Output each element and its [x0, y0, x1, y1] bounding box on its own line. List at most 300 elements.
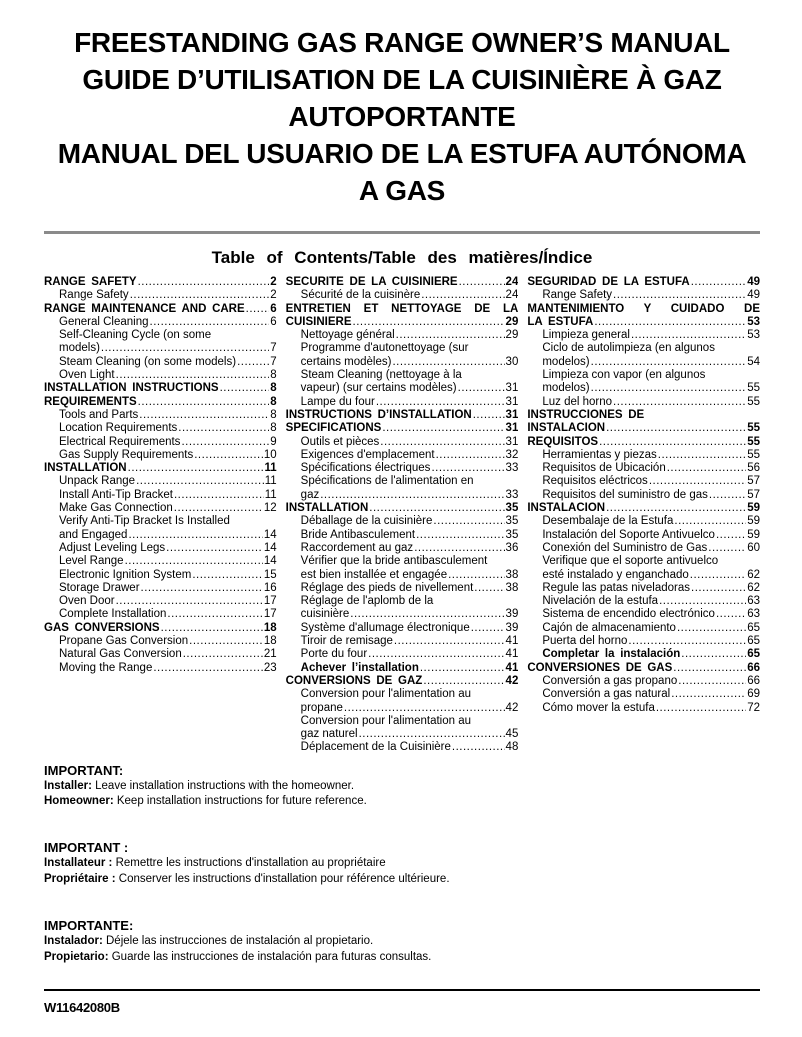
toc-entry-text: Spécifications électriques	[300, 462, 431, 475]
notice-line-label: Instalador:	[44, 934, 103, 947]
dot-leader	[139, 409, 269, 422]
toc-entry-text: Requisitos del suministro de gas	[542, 488, 708, 501]
toc-entry-text: Vérifier que la bride antibasculement	[300, 555, 488, 568]
toc-entry-text: INSTRUCCIONES DE	[527, 408, 645, 421]
toc-entry-text: RANGE SAFETY	[44, 276, 137, 288]
toc-entry-text: models)	[59, 342, 100, 355]
toc-columns	[44, 276, 760, 755]
page-number: 69	[747, 688, 761, 701]
toc-entry-text: INSTALACIÓN	[527, 422, 606, 435]
page-number: 57	[747, 488, 761, 501]
toc-entry	[527, 688, 760, 701]
dot-leader	[436, 449, 505, 462]
page-number: 53	[747, 329, 761, 342]
notice-line-label: Propietario:	[44, 950, 109, 963]
dot-leader	[382, 422, 504, 435]
dot-leader	[474, 582, 504, 595]
toc-entry-text: Cajón de almacenamiento	[542, 621, 676, 634]
page-number: 24	[505, 289, 519, 302]
toc-entry	[286, 608, 519, 621]
dot-leader	[628, 635, 746, 648]
toc-entry-text: Réglage de l'aplomb de la	[300, 595, 434, 608]
toc-entry-text: vapeur) (sur certains modèles)	[300, 382, 457, 395]
dot-leader	[420, 662, 505, 675]
page-number: 12	[263, 502, 277, 515]
notice-spanish	[44, 918, 760, 966]
dot-leader	[189, 635, 263, 648]
toc-entry-text: Unpack Range	[59, 475, 136, 488]
toc-entry	[527, 595, 760, 608]
dot-leader	[392, 356, 504, 369]
title-line: MANUAL DEL USUARIO DE LA ESTUFA AUTÓNOMA	[57, 138, 747, 169]
toc-entry	[527, 396, 760, 409]
dot-leader	[681, 648, 746, 661]
toc-entry-text: Moving the Range	[59, 661, 153, 674]
toc-entry	[286, 436, 519, 449]
toc-entry-text: gaz naturel	[300, 728, 358, 741]
toc-entry	[527, 369, 760, 382]
toc-entry-text: LA ESTUFA	[527, 315, 594, 328]
toc-entry-text: Conversión a gas propano	[542, 674, 678, 687]
dot-leader	[394, 635, 505, 648]
dot-leader	[396, 329, 505, 342]
page-number: 38	[505, 581, 519, 594]
page-number: 21	[263, 648, 277, 661]
toc-entry-text: Puerta del horno	[542, 635, 628, 648]
document-number: W11642080B	[44, 1000, 120, 1016]
notice-line	[44, 872, 760, 888]
toc-entry-text: Desembalaje de la Estufa	[542, 515, 674, 528]
toc-entry	[44, 449, 277, 462]
dot-leader	[594, 316, 746, 329]
page-number: 29	[505, 329, 519, 342]
toc-entry	[44, 622, 277, 635]
notice-line-text: Conserver les instructions d'installation pour référence ultérieure.	[115, 873, 450, 886]
toc-entry-text: Verify Anti-Tip Bracket Is Installed	[59, 515, 230, 528]
page-number: 31	[505, 435, 519, 448]
dot-leader	[138, 396, 270, 409]
dot-leader	[101, 342, 269, 355]
toc-entry	[44, 475, 277, 488]
toc-entry-text: SÉCURITÉ DE LA CUISINIÈRE	[285, 276, 458, 288]
page-number: 31	[505, 382, 519, 395]
toc-entry-text: REQUISITOS	[527, 435, 599, 448]
toc-entry	[44, 369, 277, 382]
toc-entry	[286, 542, 519, 555]
page-number: 6	[270, 315, 277, 328]
page-number: 8	[270, 382, 277, 395]
toc-entry-text: Install Anti-Tip Bracket	[59, 488, 173, 501]
page-number: 59	[747, 502, 761, 515]
toc-entry-text: GAS CONVERSIONS	[44, 621, 160, 634]
toc-entry-text: est bien installée et engagée	[300, 568, 448, 581]
toc-entry	[44, 648, 277, 661]
page-number: 35	[505, 515, 519, 528]
toc-column-spanish	[527, 276, 760, 755]
toc-entry-text: Déplacement de la Cuisinière	[300, 741, 451, 754]
toc-entry	[44, 342, 277, 355]
page-number: 39	[505, 608, 519, 621]
toc-entry	[527, 582, 760, 595]
toc-entry-text: Sistema de encendido electrónico	[542, 608, 715, 621]
dot-leader	[678, 675, 746, 688]
page-number: 11	[264, 475, 277, 488]
toc-entry-text: Nivelación de la estufa	[542, 595, 659, 608]
page-number: 42	[505, 674, 519, 687]
toc-entry	[44, 356, 277, 369]
notice-line	[44, 934, 760, 950]
toc-entry	[286, 569, 519, 582]
dot-leader	[414, 542, 504, 555]
toc-entry-text: CONVERSIONS DE GAZ	[285, 674, 423, 687]
toc-entry	[286, 489, 519, 502]
toc-entry-text: INSTALLATION	[44, 462, 127, 475]
page-number: 24	[505, 276, 519, 288]
toc-entry	[527, 422, 760, 435]
dot-leader	[473, 409, 505, 422]
toc-entry	[286, 369, 519, 382]
page-number: 31	[505, 422, 519, 435]
toc-entry-text: Conversión a gas natural	[542, 688, 671, 701]
toc-entry	[527, 635, 760, 648]
toc-entry-text: CUISINIÈRE	[285, 315, 352, 328]
notice-heading: IMPORTANTE:	[44, 917, 134, 933]
toc-entry	[286, 356, 519, 369]
toc-entry	[44, 462, 277, 475]
dot-leader	[677, 622, 746, 635]
dot-leader	[691, 276, 747, 289]
dot-leader	[174, 502, 263, 515]
toc-entry	[286, 515, 519, 528]
dot-leader	[656, 702, 746, 715]
notice-line-text: Keep installation instructions for future reference.	[113, 795, 367, 808]
page-number: 2	[270, 289, 277, 302]
dot-leader	[368, 648, 504, 661]
page-number: 8	[270, 422, 277, 435]
notice-heading: IMPORTANT:	[44, 762, 124, 778]
toc-entry	[286, 329, 519, 342]
toc-entry	[527, 462, 760, 475]
page-number: 14	[263, 528, 277, 541]
dot-leader	[448, 569, 504, 582]
toc-entry	[527, 276, 760, 289]
title-line: FREESTANDING GAS RANGE OWNER’S MANUAL	[74, 27, 730, 58]
toc-entry-text: Bride Antibasculement	[300, 528, 416, 541]
toc-entry	[44, 422, 277, 435]
dot-leader	[673, 662, 746, 675]
page-number: 55	[747, 395, 761, 408]
toc-entry-text: Nettoyage général	[300, 329, 395, 342]
page-number: 8	[270, 395, 277, 408]
dot-leader	[237, 356, 269, 369]
dot-leader	[150, 316, 270, 329]
toc-entry-text: Oven Light	[59, 369, 115, 382]
page-number: 55	[747, 422, 761, 435]
toc-heading: Table of Contents/Table des matières/Índice	[211, 248, 593, 267]
dot-leader	[599, 436, 746, 449]
toc-entry	[527, 342, 760, 355]
dot-leader	[709, 489, 746, 502]
page-number: 56	[747, 462, 761, 475]
dot-leader	[708, 542, 746, 555]
notice-line	[44, 779, 760, 795]
toc-entry-text: Range Safety	[59, 289, 129, 302]
toc-entry	[286, 675, 519, 688]
toc-entry	[286, 529, 519, 542]
page-number: 54	[747, 355, 761, 368]
document-title	[44, 0, 760, 209]
dot-leader	[181, 436, 269, 449]
toc-entry-text: SPÉCIFICATIONS	[285, 422, 382, 435]
toc-entry-text: Oven Door	[59, 595, 115, 608]
page-number: 55	[747, 448, 761, 461]
dot-leader	[161, 622, 263, 635]
page-number: 23	[263, 661, 277, 674]
page-number: 65	[747, 635, 761, 648]
title-line: GUIDE D’UTILISATION DE LA CUISINIÈRE À GAZ	[82, 64, 722, 95]
toc-entry	[286, 342, 519, 355]
toc-entry	[286, 555, 519, 568]
toc-entry-text: Déballage de la cuisinière	[300, 515, 433, 528]
dot-leader	[690, 569, 746, 582]
toc-entry-text: Achever l’installation	[300, 661, 419, 674]
toc-entry	[286, 382, 519, 395]
notice-line	[44, 950, 760, 966]
toc-entry-text: REQUIREMENTS	[44, 395, 137, 408]
page-number: 49	[747, 289, 761, 302]
toc-column-english	[44, 276, 277, 755]
toc-entry	[44, 316, 277, 329]
page-number: 66	[747, 674, 761, 687]
toc-entry	[44, 555, 277, 568]
dot-leader	[128, 462, 264, 475]
page-number: 55	[747, 435, 761, 448]
notice-line-text: Guarde las instrucciones de instalación para futuras consultas.	[108, 950, 432, 963]
page-number: 14	[263, 555, 277, 568]
page-number: 65	[747, 621, 761, 634]
toc-entry	[527, 316, 760, 329]
toc-entry	[286, 728, 519, 741]
toc-entry	[527, 622, 760, 635]
page-number: 11	[264, 488, 277, 501]
dot-leader	[452, 741, 505, 754]
toc-entry	[44, 515, 277, 528]
toc-entry-text: Conversion pour l'alimentation au	[300, 714, 471, 727]
toc-entry-text: Verifique que el soporte antivuelco	[542, 555, 719, 568]
toc-entry-text: SEGURIDAD DE LA ESTUFA	[527, 276, 690, 288]
toc-entry	[527, 502, 760, 515]
toc-entry	[286, 622, 519, 635]
page-number: 9	[270, 435, 277, 448]
dot-leader	[431, 462, 504, 475]
dot-leader	[192, 569, 263, 582]
dot-leader	[136, 475, 264, 488]
dot-leader	[423, 675, 504, 688]
toc-entry-text: INSTALLATION INSTRUCTIONS	[44, 382, 219, 395]
toc-entry-text: Electrical Requirements	[59, 435, 181, 448]
toc-entry	[44, 409, 277, 422]
toc-entry-text: Ciclo de autolimpieza (en algunos	[542, 342, 715, 355]
page-number: 60	[747, 541, 761, 554]
toc-entry-text: Range Safety	[542, 289, 613, 302]
page-number: 16	[263, 581, 277, 594]
dot-leader	[116, 369, 270, 382]
toc-entry	[286, 702, 519, 715]
toc-entry	[286, 316, 519, 329]
dot-leader	[716, 608, 746, 621]
toc-entry-text: Requisitos eléctricos	[542, 475, 648, 488]
toc-entry-text: INSTALLATION	[285, 502, 369, 515]
toc-entry	[527, 675, 760, 688]
toc-entry	[527, 356, 760, 369]
page-number: 7	[270, 355, 277, 368]
toc-entry	[286, 662, 519, 675]
dot-leader	[691, 582, 746, 595]
dot-leader	[380, 436, 504, 449]
toc-entry	[286, 303, 519, 316]
dot-leader	[631, 329, 746, 342]
toc-entry	[527, 449, 760, 462]
toc-entry	[44, 289, 277, 302]
page-number: 59	[747, 515, 761, 528]
notice-heading: IMPORTANT :	[44, 840, 129, 856]
page-number: 6	[270, 302, 277, 315]
page-number: 48	[505, 741, 519, 754]
dot-leader	[416, 529, 504, 542]
page-number: 63	[747, 595, 761, 608]
toc-entry	[286, 688, 519, 701]
page-number: 29	[505, 315, 519, 328]
toc-entry-text: Outils et pièces	[300, 435, 380, 448]
toc-entry	[527, 608, 760, 621]
dot-leader	[613, 289, 746, 302]
toc-entry	[286, 715, 519, 728]
title-divider	[44, 231, 760, 234]
toc-entry-text: Instalación del Soporte Antivuelco	[542, 528, 715, 541]
page-number: 8	[270, 369, 277, 382]
toc-entry-text: Cómo mover la estufa	[542, 701, 655, 714]
dot-leader	[138, 276, 270, 289]
toc-entry-text: esté instalado y enganchado	[542, 568, 689, 581]
notices	[44, 763, 760, 966]
dot-leader	[369, 502, 504, 515]
dot-leader	[591, 382, 747, 395]
dot-leader	[659, 595, 746, 608]
page-number: 7	[270, 342, 277, 355]
toc-entry-text: Tiroir de remisage	[300, 635, 393, 648]
dot-leader	[246, 303, 270, 316]
title-line: AUTOPORTANTE	[288, 101, 516, 132]
toc-entry-text: ENTRETIEN ET NETTOYAGE DE LA	[285, 302, 519, 315]
toc-entry	[527, 555, 760, 568]
dot-leader	[359, 728, 505, 741]
toc-entry	[286, 741, 519, 754]
dot-leader	[674, 515, 746, 528]
toc-entry-text: Adjust Leveling Legs	[59, 541, 166, 554]
page-number: 45	[505, 728, 519, 741]
toc-entry	[527, 662, 760, 675]
toc-entry-text: Make Gas Connection	[59, 502, 173, 515]
toc-entry	[44, 569, 277, 582]
toc-entry-text: cuisinière	[300, 608, 350, 621]
toc-entry	[44, 276, 277, 289]
toc-entry	[44, 662, 277, 675]
toc-entry-text: Réglage des pieds de nivellement	[300, 581, 474, 594]
page-number: 62	[747, 581, 761, 594]
toc-entry-text: Programme d'autonettoyage (sur	[300, 342, 469, 355]
notice-line-label: Installateur :	[44, 857, 113, 870]
page-number: 33	[505, 488, 519, 501]
page-number: 49	[747, 276, 761, 288]
toc-entry-text: Limpieza general	[542, 329, 630, 342]
toc-entry	[527, 329, 760, 342]
toc-entry	[44, 635, 277, 648]
toc-entry	[286, 502, 519, 515]
toc-entry-text: INSTALACIÓN	[527, 502, 606, 515]
toc-entry	[44, 608, 277, 621]
toc-entry	[527, 702, 760, 715]
dot-leader	[320, 489, 504, 502]
toc-entry-text: MANTENIMIENTO Y CUIDADO DE	[527, 302, 761, 315]
toc-entry-text: Steam Cleaning (on some models)	[59, 355, 237, 368]
toc-entry	[286, 396, 519, 409]
toc-entry	[527, 303, 760, 316]
toc-entry-text: Exigences d'emplacement	[300, 448, 435, 461]
toc-entry-text: RANGE MAINTENANCE AND CARE	[44, 302, 245, 315]
page-number: 2	[270, 276, 277, 288]
dot-leader	[591, 356, 747, 369]
toc-entry	[527, 542, 760, 555]
toc-entry-text: Système d'allumage électronique	[300, 621, 470, 634]
dot-leader	[658, 449, 746, 462]
dot-leader	[153, 662, 263, 675]
toc-entry	[286, 595, 519, 608]
dot-leader	[344, 702, 505, 715]
page-number: 41	[505, 661, 519, 674]
dot-leader	[194, 449, 263, 462]
toc-entry	[286, 635, 519, 648]
toc-entry	[44, 595, 277, 608]
toc-entry-text: Storage Drawer	[59, 581, 140, 594]
page-number: 57	[747, 475, 761, 488]
dot-leader	[671, 688, 746, 701]
toc-entry	[44, 303, 277, 316]
toc-entry	[286, 422, 519, 435]
page-number: 41	[505, 635, 519, 648]
page-number: 11	[264, 462, 277, 475]
page-number: 31	[505, 395, 519, 408]
toc-entry-text: Requisitos de Ubicación	[542, 462, 666, 475]
dot-leader	[716, 529, 746, 542]
page-number: 32	[505, 448, 519, 461]
toc-entry-text: Regule las patas niveladoras	[542, 581, 691, 594]
page-number: 17	[263, 608, 277, 621]
toc-entry-text: gaz	[300, 488, 320, 501]
dot-leader	[178, 422, 269, 435]
toc-entry-text: Tools and Parts	[59, 408, 139, 421]
page-number: 66	[747, 661, 761, 674]
dot-leader	[421, 289, 504, 302]
notice-line-label: Homeowner:	[44, 795, 114, 808]
toc-entry	[286, 449, 519, 462]
notice-line-text: Leave installation instructions with the homeowner.	[91, 779, 355, 792]
title-line: A GAS	[358, 175, 446, 206]
toc-entry-text: Lampe du four	[300, 395, 375, 408]
dot-leader	[141, 582, 263, 595]
page-number: 38	[505, 568, 519, 581]
toc-entry	[44, 436, 277, 449]
page-number: 31	[505, 408, 519, 421]
